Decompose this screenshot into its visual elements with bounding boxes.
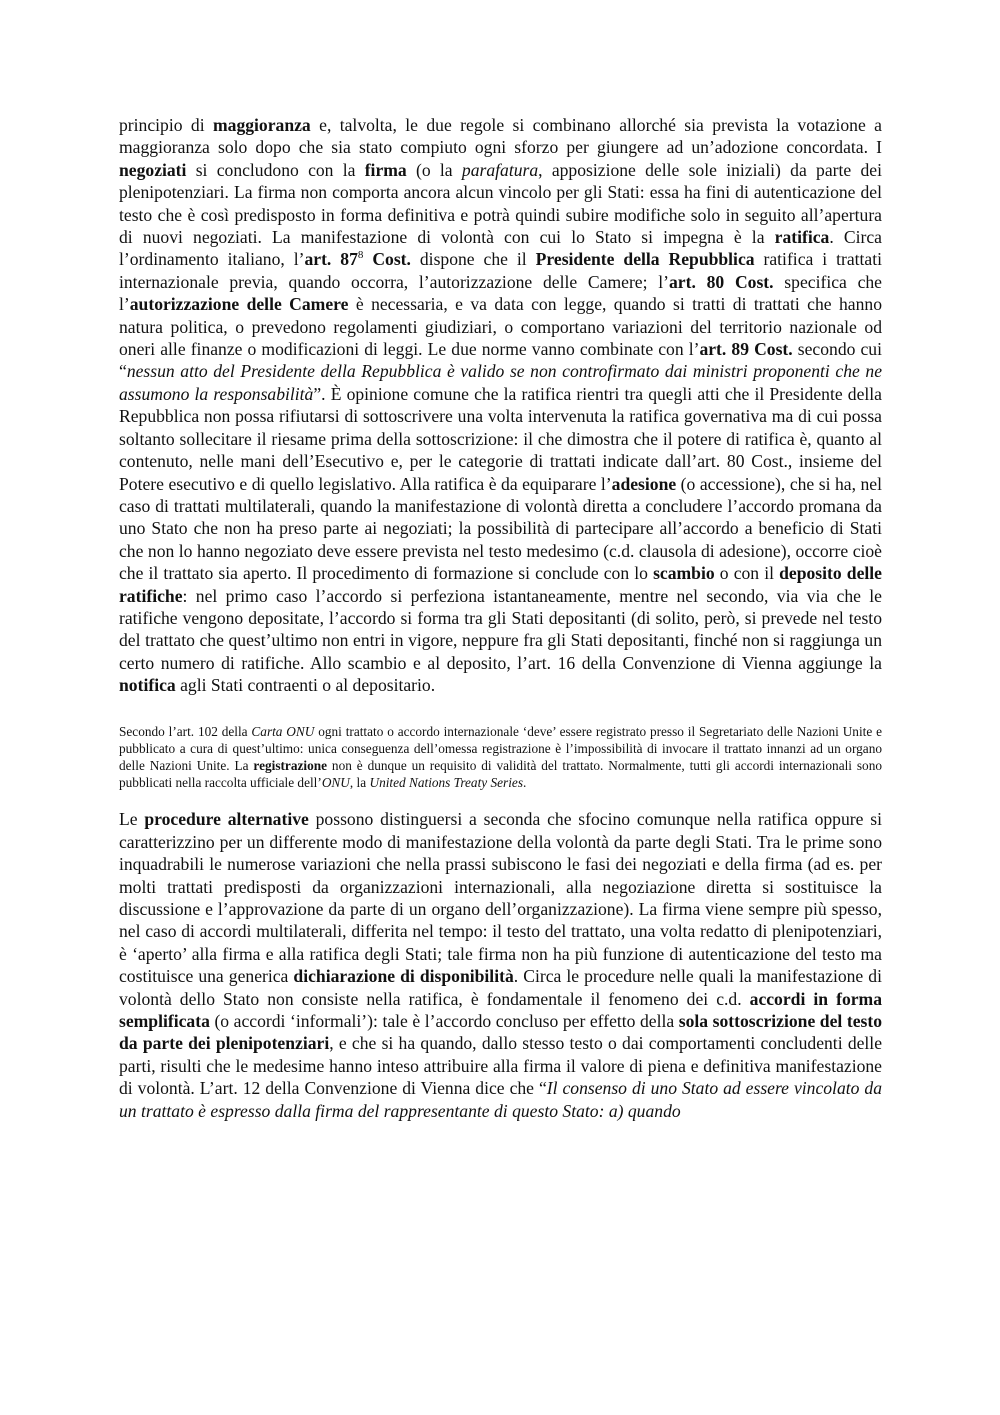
text-run: dispone che il [410,249,536,270]
text-run: possono distinguersi a seconda che sfocino comunque nella ratifica oppure si caratterizzino per un differente modo di manifestazione della volontà da parte degli Stati. Tra le prime sono inquadrabili le numerose variazioni che nella prassi subiscono le fasi dei negoziati e della firma (ad es. per molti trattati predisposti da organizzazioni internazionali, alla negoziazione diretta si sostituisce la discussione e l’approvazione da parte di un organo dell’organizzazione). La firma viene sempre più spesso, nel caso di accordi multilaterali, differita nel tempo: il testo del trattato, una volta redatto di plenipotenziari, è ‘aperto’ alla firma e alla ratifica degli Stati; tale firma non ha più funzione di autenticazione del testo ma costituisce una generica [119,809,882,987]
text-run: ”. È opinione comune che la ratifica rientri tra quegli atti che il Presidente della Repubblica non possa rifiutarsi di sottoscrivere una volta intervenuta la ratifica governativa ma di cui possa soltanto sollecitare il riesame prima della sottoscrizione: il che dimostra che il potere di ratifica è, quanto al contenuto, nelle mani dell’Esecutivo e, per le categorie di trattati indicate dall’art. 80 Cost., insieme del Potere esecutivo e di quello legislativo. Alla ratifica è da equiparare l’ [119,383,882,494]
document-page [119,114,882,1122]
text-run: ratifica i trattati internazionale previa, quando occorra, l’autorizzazione delle Camere; l’ [119,249,883,292]
footnote-marker: 8 [357,249,364,262]
body-paragraph-alternative-procedures [119,808,882,1122]
bold-term-maggioranza: maggioranza [213,115,311,135]
body-paragraph-ratification [119,114,882,697]
bold-term-deposito: deposito delle ratifiche [119,563,882,606]
text-run: principio di [119,115,213,135]
bold-term-adesione: adesione [611,473,677,494]
text-run: specifica che l’ [119,271,882,315]
text-run: secondo cui “ [119,339,882,382]
bold-term-art-89: art. 89 Cost. [699,339,793,360]
italic-term-treaty-series: United Nations Treaty Series [369,775,523,791]
text-run: . Circa le procedure nelle quali la manifestazione di volontà dello Stato non consiste nella ratifica, è fondamentale il fenomeno dei c.d. [119,966,882,1009]
bold-term-negoziati: negoziati [119,159,187,180]
bold-term-sola-sottoscrizione: sola sottoscrizione del testo da parte dei plenipotenziari [119,1011,883,1054]
text-run: non è dunque un requisito di validità del trattato. Normalmente, tutti gli accordi internazionali sono pubblicati nella raccolta ufficiale dell’ [119,757,882,791]
bold-term-registrazione: registrazione [253,757,328,773]
italic-term-carta-onu: Carta ONU [251,723,315,739]
text-run: Secondo l’art. 102 della [119,723,252,739]
bold-term-firma: firma [364,159,407,180]
text-run: : nel primo caso l’accordo si perfeziona istantaneamente, mentre nel secondo, via via che le ratifiche vengono depositate, l’accordo si forma tra gli Stati depositanti (di solito, però, si prevede nel testo del trattato che quest’ultimo non entri in vigore, neppure fra gli Stati depositanti, finché non si raggiunga un certo numero di ratifiche. Allo scambio e al deposito, l’art. 16 della Convenzione di Vienna aggiunge la [119,585,882,673]
text-run: . [523,775,527,791]
text-run: Le [119,809,145,830]
italic-term-parafatura: parafatura [461,159,539,180]
text-run: si concludono con la [186,159,365,180]
text-run: (o accordi ‘informali’): tale è l’accordo concluso per effetto della [209,1011,679,1032]
bold-term-scambio: scambio [653,563,715,584]
bold-term-procedure-alternative: procedure alternative [144,809,309,830]
bold-term-notifica: notifica [119,675,176,696]
text-run: ogni trattato o accordo internazionale ‘deve’ essere registrato presso il Segretariato delle Nazioni Unite e pubblicato a cura di quest’ultimo: unica conseguenza dell’omessa registrazione è l’impossibilità di invocare il trattato innanzi ad un organo delle Nazioni Unite. La [119,723,882,773]
italic-quote-art-12: Il consenso di uno Stato ad essere vincolato da un trattato è espresso dalla firma del rappresentante di questo Stato: a) quando [119,1078,882,1121]
bold-term-autorizzazione: autorizzazione delle Camere [129,294,349,315]
text-run: (o accessione), che si ha, nel caso di trattati multilaterali, quando la manifestazione di volontà diretta a concludere l’accordo promana da uno Stato che non ha preso parte ai negoziati; la possibilità di partecipare all’accordo a beneficio di Stati che non lo hanno negoziato deve essere prevista nel testo medesimo (c.d. clausola di adesione), occorre cioè che il trattato sia aperto. Il procedimento di formazione si conclude con lo [119,473,882,584]
bold-term-art-80: art. 80 Cost. [669,271,774,292]
bold-term-art-87: art. 87 [304,249,358,270]
text-run: è necessaria, e va data con legge, quando si tratti di trattati che hanno natura politica, o prevedono regolamenti giudiziari, o comportano variazioni del territorio nazionale od oneri alle finanze o modificazioni di leggi. Le due norme vanno combinate con l’ [119,294,882,360]
note-paragraph-registration [119,723,882,792]
text-run: e, talvolta, le due regole si combinano allorché sia prevista la votazione a maggioranza solo dopo che sia stato compiuto ogni sforzo per giungere ad un’adozione concordata. I [119,115,882,158]
bold-term-ratifica: ratifica [774,227,830,248]
bold-term-cost: Cost. [363,249,411,270]
text-run: , la [349,775,370,791]
italic-term-onu: ONU [321,775,350,791]
text-run: , e che si ha quando, dallo stesso testo o dai comportamenti concludenti delle parti, risulti che le medesime hanno inteso attribuire alla firma il valore di piena e definitiva manifestazione di volontà. L’art. 12 della Convenzione di Vienna dice che “ [119,1033,883,1099]
italic-quote-art-89: nessun atto del Presidente della Repubblica è valido se non controfirmato dai ministri proponenti che ne assumono la responsabilità [119,361,882,404]
text-run: agli Stati contraenti o al depositario. [175,675,436,696]
bold-term-accordi-forma-semplificata: accordi in forma semplificata [119,988,882,1032]
text-run: . Circa l’ordinamento italiano, l’ [119,227,882,270]
text-run: , apposizione delle sole iniziali) da parte dei plenipotenziari. La firma non comporta ancora alcun vincolo per gli Stati: essa ha fini di autenticazione del testo che è così predisposto in forma definitiva e potrà quindi subire modifiche solo in seguito all’apertura di nuovi negoziati. La manifestazione di volontà con cui lo Stato si impegna è la [119,159,882,248]
bold-term-dichiarazione: dichiarazione di disponibilità [293,966,514,987]
text-run: (o la [406,159,462,180]
bold-term-presidente: Presidente della Repubblica [535,249,755,270]
text-run: o con il [714,563,780,584]
